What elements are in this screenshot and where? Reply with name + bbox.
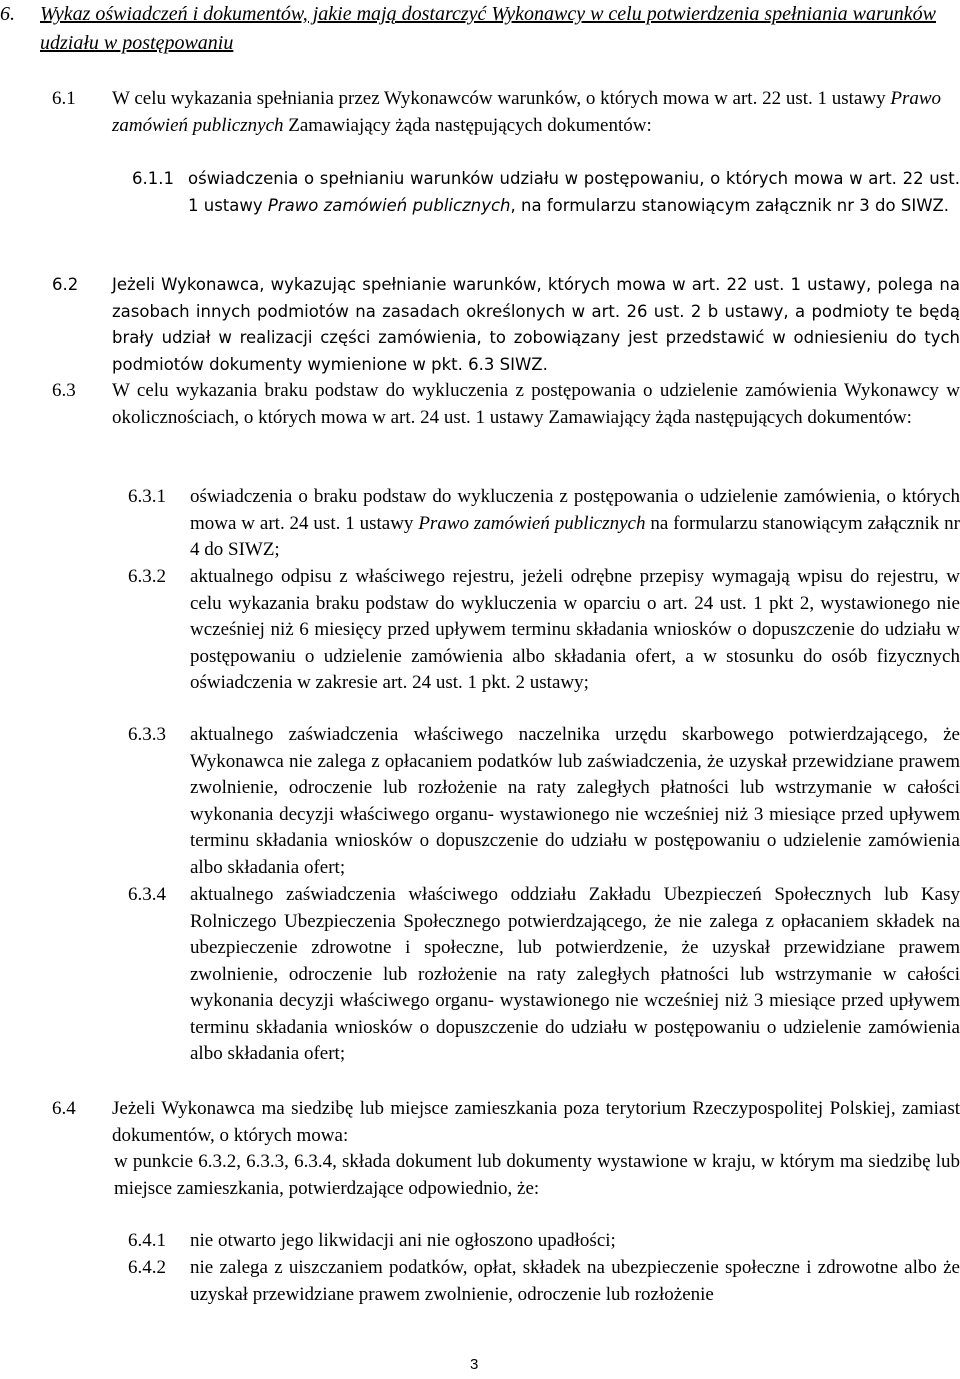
paragraph-text: nie zalega z uiszczaniem podatków, opłat, składek na ubezpieczenie społeczne i zdrowotne albo że uzyskał przewidziane prawem zwolnienie, odroczenie lub rozłożenie (190, 1257, 960, 1305)
italic-law-name: Prawo zamówień publicznych (418, 512, 646, 534)
paragraph-text (112, 86, 960, 139)
paragraph-text (190, 484, 960, 564)
paragraph-text: nie otwarto jego likwidacji ani nie ogłoszono upadłości; (190, 1230, 616, 1251)
italic-law-name: Prawo zamówień publicznych (267, 195, 511, 215)
paragraph-number: 6.1.1 (132, 169, 174, 188)
text-part: W celu wykazania spełniania przez Wykonawców warunków, o których mowa w art. 22 ust. 1 ustawy (112, 88, 891, 109)
paragraph-number: 6.4.1 (128, 1230, 166, 1251)
paragraph-6-1-1 (132, 166, 960, 219)
paragraph-text: aktualnego odpisu z właściwego rejestru, jeżeli odrębne przepisy wymagają wpisu do rejestru, w celu wykazania braku podstaw do wykluczenia w oparciu o art. 24 ust. 1 pkt 2, wystawionego nie wcześniej niż 6 miesięcy przed upływem terminu składania wniosków o dopuszczenie do udziału w postępowaniu o udzielenie zamówienia albo składania ofert, a w stosunku do osób fizycznych oświadczenia w zakresie art. 24 ust. 1 pkt. 2 ustawy; (190, 566, 960, 693)
section-number: 6. (0, 3, 15, 25)
paragraph-text: aktualnego zaświadczenia właściwego oddziału Zakładu Ubezpieczeń Społecznych lub Kasy Rolniczego Ubezpieczenia Społecznego potwierdzającego, że nie zalega z opłacaniem składek na ubezpieczenie zdrowotne i społeczne, lub potwierdzenie, że uzyskał przewidziane prawem zwolnienie, odroczenie lub rozłożenie na raty zaległych płatności lub wstrzymanie w całości wykonania decyzji właściwego organu- wystawionego nie wcześniej niż 3 miesiące przed upływem terminu składania wniosków o dopuszczenie do udziału w postępowaniu o udzielenie zamówienia albo składania ofert; (190, 884, 960, 1064)
section-title: Wykaz oświadczeń i dokumentów, jakie mają dostarczyć Wykonawcy w celu potwierdzenia spełniania warunków udziału w postępowaniu (40, 3, 936, 54)
paragraph-text: W celu wykazania braku podstaw do wykluczenia z postępowania o udzielenie zamówienia Wykonawcy w okolicznościach, o których mowa w art. 24 ust. 1 ustawy Zamawiający żąda następujących dokumentów: (112, 380, 960, 428)
paragraph-6-3-4 (128, 882, 960, 1068)
paragraph-6-3-3 (128, 722, 960, 881)
text-part: Zamawiający żąda następujących dokumentów: (283, 114, 652, 136)
paragraph-6-4 (52, 1096, 960, 1202)
paragraph-text (188, 166, 960, 219)
paragraph-6-3 (52, 378, 960, 431)
paragraph-number: 6.2 (52, 275, 79, 294)
paragraph-number: 6.4 (52, 1098, 76, 1119)
paragraph-number: 6.3 (52, 380, 76, 401)
text-part: oświadczenia o spełnianiu warunków udziału w postępowaniu, o których mowa w art. 22 ust. 1 ustawy (188, 169, 960, 215)
paragraph-number: 6.3.1 (128, 486, 166, 507)
paragraph-6-3-1 (128, 484, 960, 564)
paragraph-number: 6.3.3 (128, 724, 166, 745)
text-part: , na formularzu stanowiącym załącznik nr 3 do SIWZ. (510, 195, 950, 215)
paragraph-number: 6.3.4 (128, 884, 166, 905)
paragraph-text: aktualnego zaświadczenia właściwego naczelnika urzędu skarbowego potwierdzającego, że Wykonawca nie zalega z opłacaniem podatków lub zaświadczenia, że uzyskał przewidziane prawem zwolnienie, odroczenie lub rozłożenie na raty zaległych płatności lub wstrzymanie w całości wykonania decyzji właściwego organu- wystawionego nie wcześniej niż 3 miesiące przed upływem terminu składania wniosków o dopuszczenie do udziału w postępowaniu o udzielenie zamówienia albo składania ofert; (190, 724, 960, 878)
paragraph-number: 6.1 (52, 88, 76, 109)
paragraph-text: Jeżeli Wykonawca, wykazując spełnianie warunków, których mowa w art. 22 ust. 1 ustawy, polega na zasobach innych podmiotów na zasadach określonych w art. 26 ust. 2 b ustawy, a podmioty te będą brały udział w realizacji części zamówienia, to zobowiązany jest przedstawić w odniesieniu do tych podmiotów dokumenty wymienione w pkt. 6.3 SIWZ. (112, 275, 960, 374)
paragraph-6-4-1 (128, 1228, 960, 1255)
paragraph-number: 6.3.2 (128, 566, 166, 587)
paragraph-text: Jeżeli Wykonawca ma siedzibę lub miejsce zamieszkania poza terytorium Rzeczypospolitej Polskiej, zamiast dokumentów, o których mowa: (112, 1098, 960, 1146)
text-part: oświadczenia o braku podstaw do wykluczenia z postępowania o udzielenie zamówienia, o których mowa w art. 24 ust. 1 ustawy (190, 486, 960, 534)
page-number: 3 (470, 1356, 479, 1373)
paragraph-continuation: w punkcie 6.3.2, 6.3.3, 6.3.4, składa dokument lub dokumenty wystawione w kraju, w którym ma siedzibę lub miejsce zamieszkania, potwierdzające odpowiednio, że: (114, 1151, 960, 1199)
paragraph-6-3-2 (128, 564, 960, 697)
section-heading (0, 0, 958, 58)
italic-law-name: Prawo zamówień publicznych (112, 88, 942, 136)
paragraph-6-2 (52, 272, 960, 378)
paragraph-number: 6.4.2 (128, 1257, 166, 1278)
paragraph-6-1 (52, 86, 960, 139)
text-part: na formularzu stanowiącym załącznik nr 4 do SIWZ; (190, 512, 960, 560)
paragraph-6-4-2 (128, 1255, 960, 1308)
